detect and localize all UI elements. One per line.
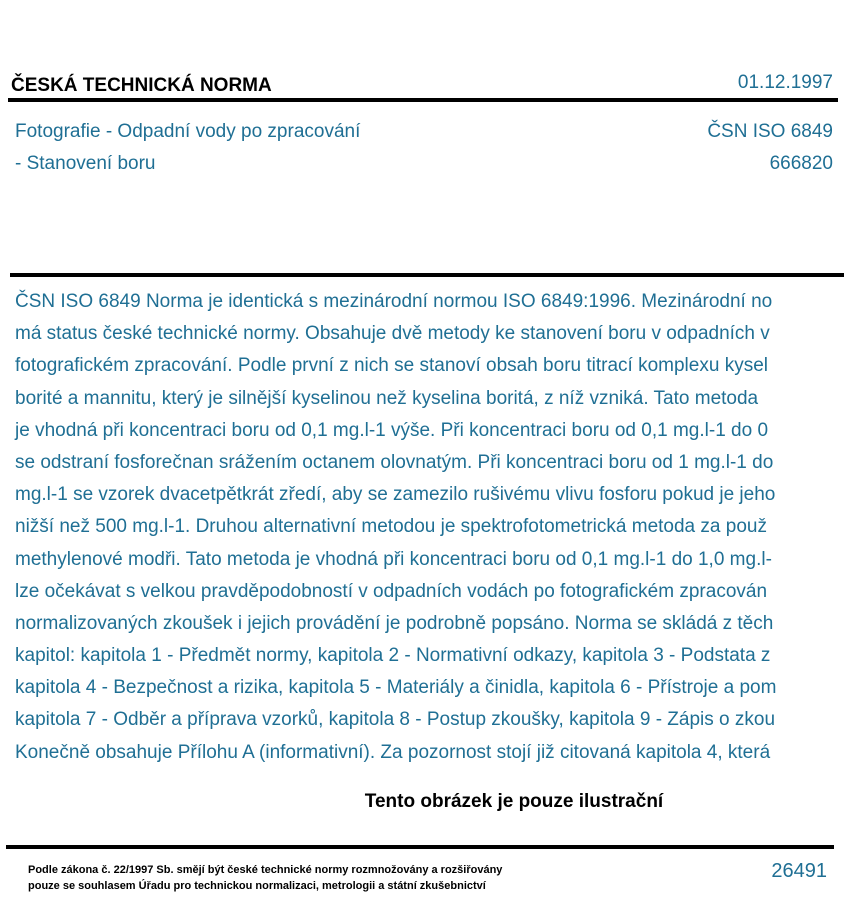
standard-type-heading: ČESKÁ TECHNICKÁ NORMA — [11, 75, 272, 96]
document-identifiers — [707, 116, 833, 180]
abstract-line: kapitola 7 - Odběr a příprava vzorků, kapitola 8 - Postup zkoušky, kapitola 9 - Zápis o zkou — [15, 709, 776, 731]
document-title — [15, 116, 360, 180]
abstract-line: ČSN ISO 6849 Norma je identická s mezinárodní normou ISO 6849:1996. Mezinárodní no — [15, 291, 773, 312]
abstract-line: normalizovaných zkoušek i jejich provádění je podrobně popsáno. Norma se skládá z těch — [15, 612, 774, 634]
page-number: 26491 — [771, 860, 827, 882]
abstract-line: je vhodná při koncentraci boru od 0,1 mg.l-1 výše. Při koncentraci boru od 0,1 mg.l-1 do 0 — [15, 419, 769, 441]
standard-code: ČSN ISO 6849 — [707, 121, 833, 142]
copyright-line: Podle zákona č. 22/1997 Sb. smějí být české technické normy rozmnožovány a rozšiřovány — [28, 864, 503, 876]
abstract-line: kapitola 4 - Bezpečnost a rizika, kapitola 5 - Materiály a činidla, kapitola 6 - Přístroje a pom — [15, 677, 777, 699]
abstract-line: mg.l-1 se vzorek dvacetpětkrát zředí, aby se zamezilo rušivému vlivu fosforu pokud je jeho — [15, 484, 776, 506]
publication-date: 01.12.1997 — [737, 72, 833, 93]
document-title-line: - Stanovení boru — [15, 153, 156, 174]
abstract-line: fotografickém zpracování. Podle první z nich se stanoví obsah boru titrací komplexu kysel — [15, 355, 768, 377]
abstract-line: nižší než 500 mg.l-1. Druhou alternativní metodou je spektrofotometrická metoda za použ — [15, 516, 767, 538]
class-number: 666820 — [769, 153, 833, 174]
abstract-text — [15, 286, 865, 769]
footer-divider — [6, 845, 834, 849]
abstract-line: se odstraní fosforečnan srážením octanem olovnatým. Při koncentraci boru od 1 mg.l-1 do — [15, 451, 774, 473]
document-title-line: Fotografie - Odpadní vody po zpracování — [15, 121, 361, 142]
header-divider — [8, 98, 838, 102]
abstract-line: lze očekávat s velkou pravděpodobností v odpadních vodách po fotografickém zpracován — [15, 580, 768, 602]
abstract-line: Konečně obsahuje Přílohu A (informativní). Za pozornost stojí již citovaná kapitola 4, která — [15, 741, 771, 763]
illustration-note: Tento obrázek je pouze ilustrační — [364, 791, 664, 812]
abstract-line: kapitol: kapitola 1 - Předmět normy, kapitola 2 - Normativní odkazy, kapitola 3 - Podstata z — [15, 645, 771, 667]
abstract-line: borité a mannitu, který je silnější kyselinou než kyselina boritá, z níž vzniká. Tato metoda — [15, 387, 759, 409]
copyright-notice — [28, 862, 502, 894]
copyright-line: pouze se souhlasem Úřadu pro technickou normalizaci, metrologii a státní zkušebnictví — [28, 880, 486, 892]
abstract-line: methylenové modři. Tato metoda je vhodná při koncentraci boru od 0,1 mg.l-1 do 1,0 mg.l- — [15, 548, 772, 570]
section-divider — [10, 273, 844, 277]
abstract-line: má status české technické normy. Obsahuje dvě metody ke stanovení boru v odpadních v — [15, 323, 770, 345]
